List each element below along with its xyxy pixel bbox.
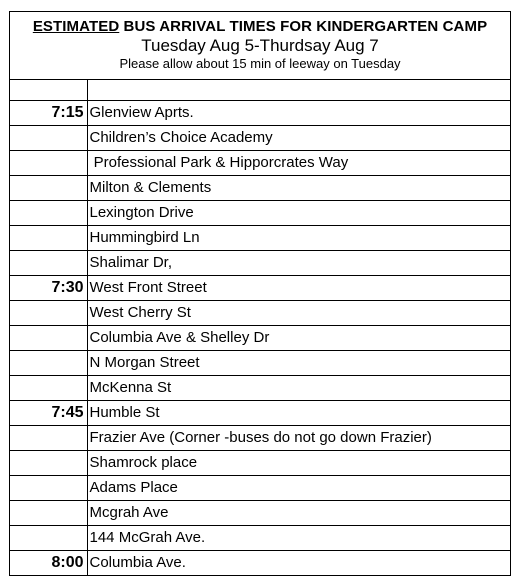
schedule-table [10, 80, 510, 575]
schedule-sheet [9, 11, 511, 576]
arrival-time [10, 125, 87, 150]
arrival-time [10, 375, 87, 400]
table-row [10, 200, 510, 225]
table-row [10, 450, 510, 475]
table-row [10, 475, 510, 500]
arrival-time: 7:45 [10, 400, 87, 425]
arrival-time [10, 525, 87, 550]
bus-stop: 144 McGrah Ave. [87, 525, 510, 550]
table-row [10, 80, 510, 100]
bus-stop: Lexington Drive [87, 200, 510, 225]
bus-stop: N Morgan Street [87, 350, 510, 375]
bus-stop: Hummingbird Ln [87, 225, 510, 250]
bus-stop: Professional Park & Hipporcrates Way [87, 150, 510, 175]
bus-stop: Children’s Choice Academy [87, 125, 510, 150]
table-row [10, 400, 510, 425]
schedule-note: Please allow about 15 min of leeway on Tuesday [119, 56, 401, 71]
arrival-time [10, 200, 87, 225]
table-row [10, 500, 510, 525]
arrival-time [10, 475, 87, 500]
table-row [10, 175, 510, 200]
arrival-time: 7:30 [10, 275, 87, 300]
table-row [10, 125, 510, 150]
arrival-time [10, 325, 87, 350]
arrival-time [10, 150, 87, 175]
table-row [10, 300, 510, 325]
bus-stop: McKenna St [87, 375, 510, 400]
table-row [10, 100, 510, 125]
table-row [10, 350, 510, 375]
arrival-time: 8:00 [51, 553, 84, 571]
arrival-time [10, 500, 87, 525]
arrival-time: 7:15 [10, 100, 87, 125]
schedule-subtitle: Tuesday Aug 5-Thurdsay Aug 7 [141, 36, 379, 55]
table-row [10, 250, 510, 275]
bus-stop: Adams Place [87, 475, 510, 500]
arrival-time [10, 80, 87, 100]
table-row [10, 375, 510, 400]
schedule-header [10, 12, 510, 80]
table-row [10, 325, 510, 350]
table-row [10, 275, 510, 300]
table-row [10, 150, 510, 175]
table-row [10, 550, 510, 575]
schedule-title [10, 17, 510, 36]
title-underlined-word: ESTIMATED [32, 18, 120, 35]
arrival-time [10, 250, 87, 275]
table-row [10, 425, 510, 450]
bus-stop: Shamrock place [87, 450, 510, 475]
table-row [10, 525, 510, 550]
bus-stop: Mcgrah Ave [87, 500, 510, 525]
bus-stop: Milton & Clements [87, 175, 510, 200]
title-rest: BUS ARRIVAL TIMES FOR KINDERGARTEN CAMP [119, 18, 488, 35]
bus-stop: Shalimar Dr, [87, 250, 510, 275]
arrival-time [10, 350, 87, 375]
arrival-time [10, 175, 87, 200]
bus-stop [87, 80, 510, 100]
bus-stop: Columbia Ave & Shelley Dr [87, 325, 510, 350]
table-row [10, 225, 510, 250]
bus-stop: West Cherry St [87, 300, 510, 325]
bus-stop: Columbia Ave. [87, 550, 510, 575]
bus-stop: Frazier Ave (Corner -buses do not go down Frazier) [87, 425, 510, 450]
bus-stop: West Front Street [87, 275, 510, 300]
arrival-time [10, 300, 87, 325]
arrival-time [10, 450, 87, 475]
arrival-time [10, 425, 87, 450]
arrival-time [10, 225, 87, 250]
bus-stop: Humble St [87, 400, 510, 425]
bus-stop: Glenview Aprts. [87, 100, 510, 125]
